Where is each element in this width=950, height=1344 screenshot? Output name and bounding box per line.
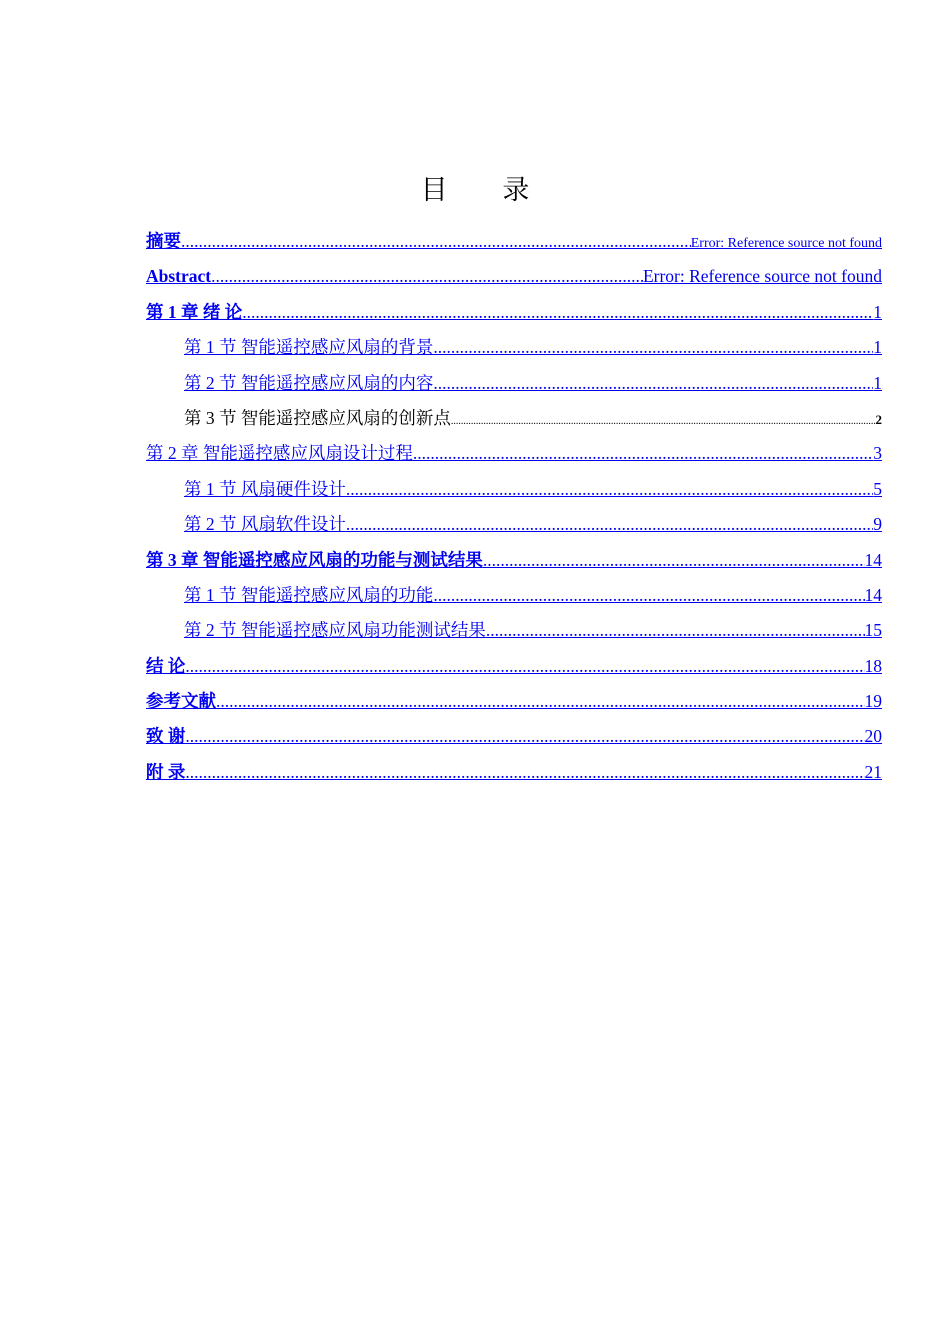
toc-page: 14 [864, 549, 882, 570]
leader-dots [346, 474, 873, 504]
toc-page: 21 [864, 761, 882, 782]
toc-page: 15 [864, 620, 882, 641]
toc-page: Error: Reference source not found [690, 236, 882, 251]
toc-label: 摘要 [146, 231, 181, 251]
toc-page: 1 [873, 372, 882, 393]
toc-entry-section-1-3 [146, 403, 882, 438]
toc-page: 9 [873, 514, 882, 535]
toc-label: 第 3 节 智能遥控感应风扇的创新点 [184, 407, 451, 428]
toc-entry-abstract-en [146, 261, 882, 296]
toc-entry-section-3-1 [146, 580, 882, 615]
toc-entry-section-1-2 [146, 368, 882, 403]
toc-label: 结 论 [146, 655, 186, 676]
leader-dots [346, 509, 873, 539]
toc-page: 19 [864, 691, 882, 712]
toc-label: 第 1 章 绪 论 [146, 301, 243, 322]
leader-dots [216, 686, 865, 716]
toc-label: 致 谢 [146, 726, 186, 747]
toc-label: 第 1 节 风扇硬件设计 [184, 478, 346, 499]
toc-page: Error: Reference source not found [642, 266, 882, 287]
leader-dots [413, 438, 873, 468]
leader-dots [486, 615, 865, 645]
leader-dots [483, 545, 865, 575]
toc-entry-chapter-2 [146, 438, 882, 473]
leader-dots [242, 297, 873, 327]
toc-page: 5 [873, 478, 882, 499]
toc-entry-section-2-2 [146, 509, 882, 544]
toc-link[interactable] [184, 368, 882, 398]
leader-dots [433, 368, 873, 398]
toc-link[interactable] [184, 509, 882, 539]
toc-link[interactable] [184, 474, 882, 504]
toc-link[interactable] [146, 297, 882, 327]
toc-link[interactable] [146, 438, 882, 468]
leader-dots [181, 226, 691, 256]
toc-label: 第 1 节 智能遥控感应风扇的背景 [184, 337, 434, 358]
toc-label: 第 2 节 智能遥控感应风扇功能测试结果 [184, 620, 486, 641]
leader-dots [211, 261, 643, 291]
toc-link[interactable] [146, 651, 882, 681]
toc-link[interactable] [146, 226, 882, 259]
leader-dots [185, 721, 864, 751]
table-of-contents [146, 226, 882, 792]
toc-label: 第 2 节 风扇软件设计 [184, 514, 346, 535]
toc-entry-chapter-3 [146, 545, 882, 580]
toc-label: 第 3 章 智能遥控感应风扇的功能与测试结果 [146, 549, 483, 570]
toc-link[interactable] [184, 615, 882, 645]
toc-title: 目 录 [420, 175, 554, 205]
leader-dots [451, 407, 876, 437]
toc-page: 3 [873, 443, 882, 464]
toc-link[interactable] [146, 721, 882, 751]
toc-entry-section-3-2 [146, 615, 882, 650]
toc-page: 2 [875, 411, 882, 427]
toc-label: 参考文献 [146, 691, 216, 712]
toc-link[interactable] [146, 757, 882, 787]
toc-link[interactable] [184, 403, 882, 437]
toc-label: 第 2 章 智能遥控感应风扇设计过程 [146, 443, 413, 464]
toc-label: 第 2 节 智能遥控感应风扇的内容 [184, 372, 434, 393]
toc-entry-references [146, 686, 882, 721]
toc-page: 18 [864, 655, 882, 676]
toc-entry-chapter-1 [146, 297, 882, 332]
toc-link[interactable] [146, 545, 882, 575]
toc-page: 1 [873, 337, 882, 358]
toc-label: 第 1 节 智能遥控感应风扇的功能 [184, 584, 434, 605]
leader-dots [433, 332, 873, 362]
toc-page: 20 [864, 726, 882, 747]
toc-entry-abstract-cn [146, 226, 882, 261]
toc-entry-section-1-1 [146, 332, 882, 367]
toc-entry-appendix [146, 757, 882, 792]
leader-dots [185, 757, 864, 787]
toc-page: 14 [864, 584, 882, 605]
toc-page: 1 [873, 301, 882, 322]
leader-dots [185, 651, 864, 681]
toc-entry-conclusion [146, 651, 882, 686]
toc-entry-section-2-1 [146, 474, 882, 509]
toc-link[interactable] [146, 686, 882, 716]
toc-link[interactable] [146, 261, 882, 291]
leader-dots [433, 580, 864, 610]
toc-label: 附 录 [146, 761, 186, 782]
toc-link[interactable] [184, 580, 882, 610]
toc-link[interactable] [184, 332, 882, 362]
toc-label: Abstract [146, 266, 212, 287]
toc-entry-acknowledgements [146, 721, 882, 756]
